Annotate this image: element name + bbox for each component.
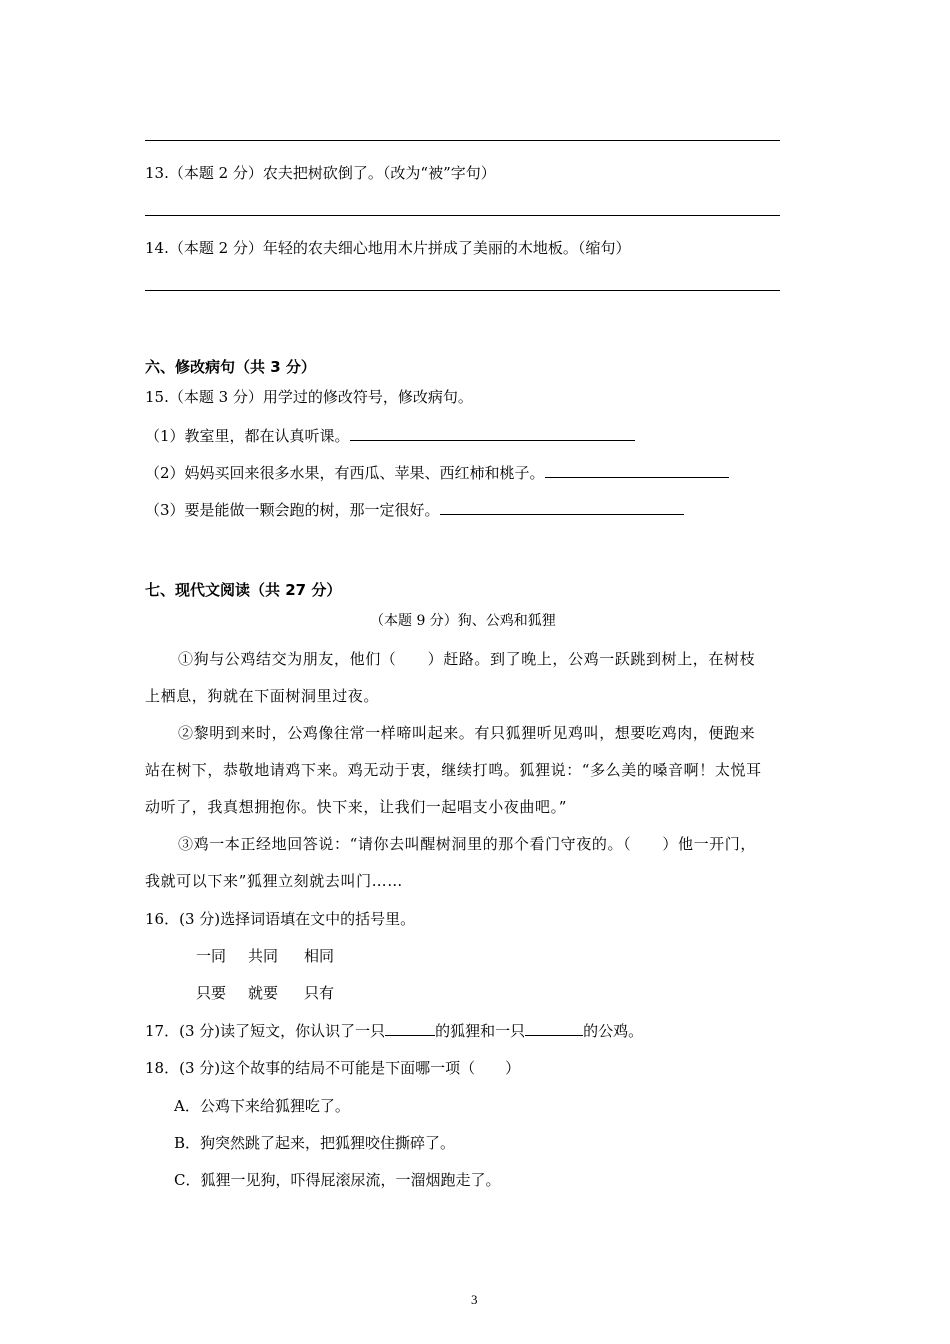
paragraph-2-line-1: ②黎明到来时，公鸡像往常一样啼叫起来。有只狐狸听见鸡叫，想要吃鸡肉，便跑来 (178, 724, 756, 742)
answer-blank-1[interactable] (350, 426, 635, 441)
page-number: 3 (471, 1292, 478, 1307)
sentence-2 (145, 462, 729, 483)
word-choice: 就要 (248, 984, 279, 1002)
sentence-1 (145, 425, 635, 446)
option-b[interactable]: B．狗突然跳了起来，把狐狸咬住撕碎了。 (174, 1134, 456, 1152)
sentence-3 (145, 499, 684, 520)
question-16: 16．(3 分)选择词语填在文中的括号里。 (145, 910, 416, 928)
question-17-part-2: 的狐狸和一只 (435, 1022, 526, 1040)
question-14: 14.（本题 2 分）年轻的农夫细心地用木片拼成了美丽的木地板。（缩句） (145, 239, 631, 257)
question-15: 15.（本题 3 分）用学过的修改符号，修改病句。 (145, 388, 473, 406)
sentence-2-text: （2）妈妈买回来很多水果，有西瓜、苹果、西红柿和桃子。 (145, 464, 545, 482)
paragraph-1-line-1: ①狗与公鸡结交为朋友，他们（ ）赶路。到了晚上，公鸡一跃跳到树上，在树枝 (178, 650, 756, 668)
paragraph-1-line-2: 上栖息，狗就在下面树洞里过夜。 (145, 687, 380, 705)
answer-blank-2[interactable] (545, 463, 729, 478)
answer-blank-fox[interactable] (385, 1021, 435, 1036)
paragraph-3-line-1: ③鸡一本正经地回答说：“请你去叫醒树洞里的那个看门守夜的。（ ）他一开门， (178, 835, 756, 853)
option-c[interactable]: C．狐狸一见狗，吓得屁滚尿流，一溜烟跑走了。 (174, 1171, 501, 1189)
paragraph-2-line-3: 动听了，我真想拥抱你。快下来，让我们一起唱支小夜曲吧。” (145, 798, 567, 816)
question-18: 18．(3 分)这个故事的结局不可能是下面哪一项（ ） (145, 1059, 521, 1077)
word-choice: 只有 (304, 984, 335, 1002)
answer-line[interactable] (145, 140, 780, 141)
paragraph-2-line-2: 站在树下，恭敬地请鸡下来。鸡无动于衷，继续打鸣。狐狸说：“多么美的嗓音啊！太悦耳 (145, 761, 762, 779)
answer-blank-3[interactable] (440, 500, 684, 515)
word-choices-row-1 (196, 945, 334, 966)
section-6-title: 六、修改病句（共 3 分） (145, 358, 316, 376)
paragraph-3-line-2: 我就可以下来”狐狸立刻就去叫门…… (145, 872, 403, 890)
word-choice: 相同 (304, 947, 335, 965)
answer-blank-rooster[interactable] (525, 1021, 583, 1036)
question-17 (145, 1020, 643, 1041)
question-17-part-3: 的公鸡。 (583, 1022, 644, 1040)
question-13: 13.（本题 2 分）农夫把树砍倒了。（改为“被”字句） (145, 164, 496, 182)
word-choice: 只要 (196, 984, 227, 1002)
word-choice: 共同 (248, 947, 279, 965)
sentence-3-text: （3）要是能做一颗会跑的树，那一定很好。 (145, 501, 440, 519)
sentence-1-text: （1）教室里，都在认真听课。 (145, 427, 350, 445)
word-choice: 一同 (196, 947, 227, 965)
word-choices-row-2 (196, 982, 334, 1003)
passage-title: （本题 9 分）狗、公鸡和狐狸 (370, 613, 556, 629)
question-17-part-1: 17．(3 分)读了短文，你认识了一只 (145, 1022, 386, 1040)
section-7-title: 七、现代文阅读（共 27 分） (145, 581, 342, 599)
answer-line-q13[interactable] (145, 215, 780, 216)
option-a[interactable]: A．公鸡下来给狐狸吃了。 (174, 1097, 350, 1115)
answer-line-q14[interactable] (145, 290, 780, 291)
